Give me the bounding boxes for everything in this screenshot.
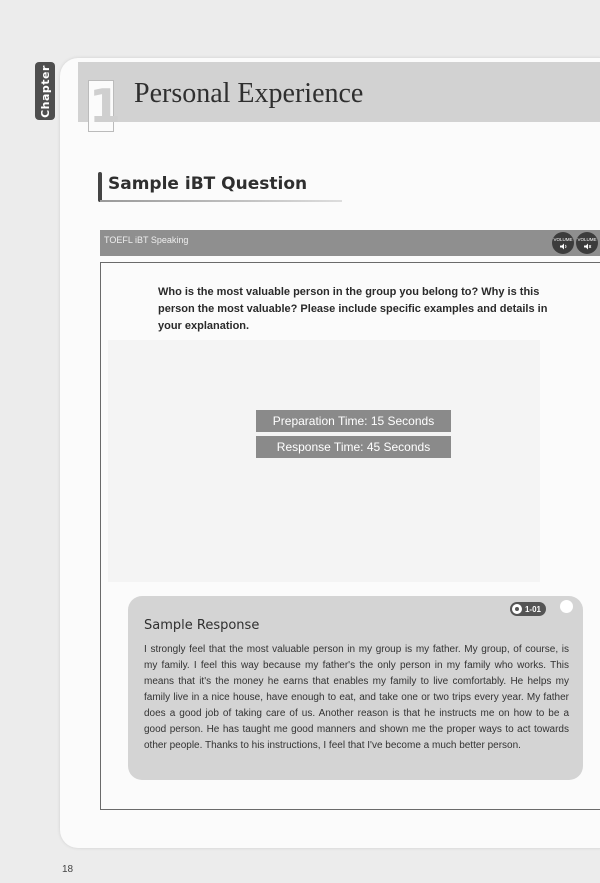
preparation-time: Preparation Time: 15 Seconds (256, 410, 451, 432)
decorative-dot (560, 600, 573, 613)
page-number: 18 (62, 864, 74, 875)
chapter-tab (35, 62, 55, 120)
speaker-icon (559, 243, 568, 250)
response-time: Response Time: 45 Seconds (256, 436, 451, 458)
volume-down-label: VOLUME (577, 237, 597, 242)
cd-icon (511, 603, 523, 615)
chapter-title: Personal Experience (134, 78, 364, 109)
section-title-bar (98, 172, 102, 202)
mute-icon (583, 243, 592, 250)
question-text: Who is the most valuable person in the group you belong to? Why is this person the most valuable? Please include specific examples and details in your explanation. (158, 286, 548, 332)
volume-down-button[interactable] (576, 232, 598, 254)
sample-response-title: Sample Response (144, 618, 260, 633)
volume-up-label: VOLUME (553, 237, 573, 242)
chapter-tab-label: Chapter (38, 64, 52, 118)
section-title-underline (100, 200, 342, 202)
audio-track-number: 1-01 (524, 604, 541, 614)
chapter-number: 1 (89, 79, 122, 133)
sample-response-text: I strongly feel that the most valuable person in my group is my father. My group, of course, is my family. I feel this way because my father's the only person in my family who works. This means that it's the money he earns that enables my family to live comfortably. He helps my family live in a nice house, have enough to eat, and take one or two trips every year. My father does a good job of taking care of us. Another reason is that he instructs me on how to be a good person. He has taught me good manners and shown me the proper ways to act towards other people. Thanks to his instructions, I feel that I've become a much better person. (144, 644, 569, 751)
bleed-through-shadow (108, 340, 540, 582)
section-title: Sample iBT Question (108, 174, 308, 194)
volume-up-button[interactable] (552, 232, 574, 254)
test-header-label: TOEFL iBT Speaking (104, 235, 189, 245)
